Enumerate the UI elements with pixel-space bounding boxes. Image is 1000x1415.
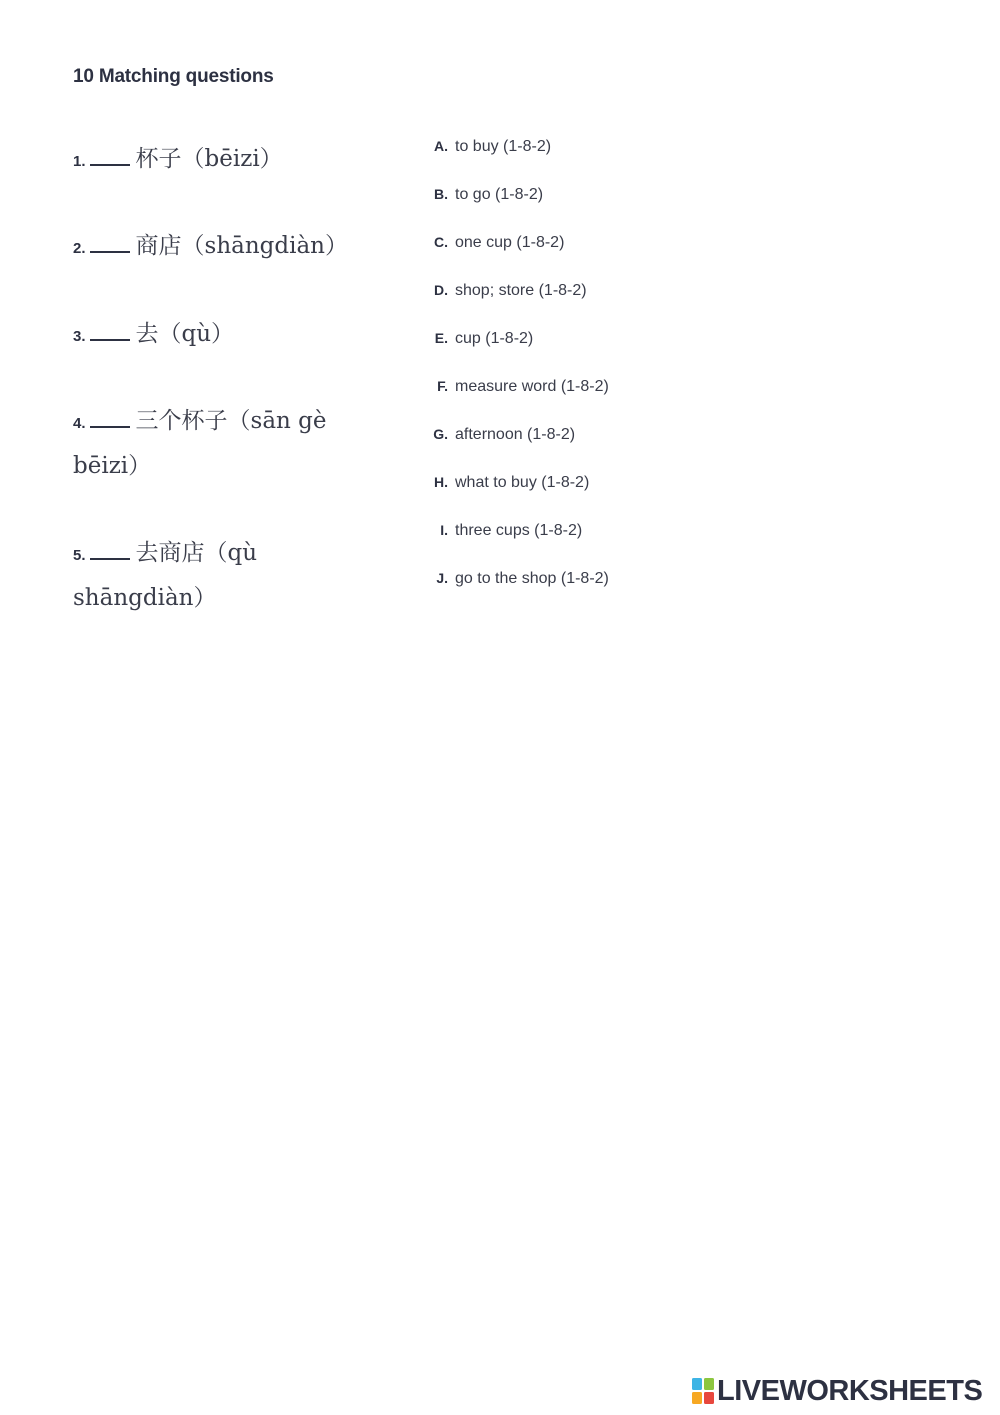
answer-text: what to buy (1-8-2) <box>455 474 590 491</box>
question-item <box>73 532 373 620</box>
question-item <box>73 138 373 183</box>
answer-text: go to the shop (1-8-2) <box>455 570 609 587</box>
page-title: 10 Matching questions <box>73 66 274 87</box>
question-number: 2. <box>73 240 86 257</box>
question-item <box>73 313 373 358</box>
question-number: 4. <box>73 415 86 432</box>
question-number: 3. <box>73 328 86 345</box>
answer-letter: J. <box>436 570 448 586</box>
question-text: 去（qù） <box>135 321 235 347</box>
answer-letter: A. <box>434 138 448 154</box>
answer-text: one cup (1-8-2) <box>455 234 565 251</box>
answer-letter: I. <box>440 522 448 538</box>
answer-text: shop; store (1-8-2) <box>455 282 587 299</box>
question-number: 1. <box>73 153 86 170</box>
question-text: 商店（shāngdiàn） <box>135 233 348 259</box>
answer-letter: B. <box>434 186 448 202</box>
answer-letter: D. <box>434 282 448 298</box>
answer-option <box>428 422 575 447</box>
answer-option <box>428 566 609 591</box>
answer-text: measure word (1-8-2) <box>455 378 609 395</box>
answer-option <box>428 518 582 543</box>
answer-text: to buy (1-8-2) <box>455 138 552 155</box>
answer-option <box>428 182 543 207</box>
answer-text: to go (1-8-2) <box>455 186 544 203</box>
question-item <box>73 400 373 488</box>
answer-letter: F. <box>437 378 448 394</box>
question-text: 三个杯子（sān gè bēizi） <box>73 408 327 479</box>
logo-text: LIVEWORKSHEETS <box>717 1374 983 1407</box>
answer-letter: E. <box>434 330 448 346</box>
answer-option <box>428 470 589 495</box>
answer-option <box>428 230 564 255</box>
liveworksheets-logo <box>692 1374 982 1408</box>
answer-blank[interactable] <box>90 339 130 341</box>
answer-text: afternoon (1-8-2) <box>455 426 576 443</box>
answer-text: cup (1-8-2) <box>455 330 534 347</box>
question-text: 去商店（qù shāngdiàn） <box>73 540 258 611</box>
answer-blank[interactable] <box>90 426 130 428</box>
answer-letter: C. <box>434 234 448 250</box>
answer-letter: G. <box>433 426 448 442</box>
answer-blank[interactable] <box>90 251 130 253</box>
answer-blank[interactable] <box>90 164 130 166</box>
answer-option <box>428 374 609 399</box>
answer-option <box>428 278 587 303</box>
answer-text: three cups (1-8-2) <box>455 522 583 539</box>
answer-option <box>428 134 551 159</box>
question-number: 5. <box>73 547 86 564</box>
answer-letter: H. <box>434 474 448 490</box>
answer-option <box>428 326 533 351</box>
question-text: 杯子（bēizi） <box>135 146 283 172</box>
answer-blank[interactable] <box>90 558 130 560</box>
question-item <box>73 225 373 270</box>
logo-grid-icon <box>692 1378 714 1404</box>
